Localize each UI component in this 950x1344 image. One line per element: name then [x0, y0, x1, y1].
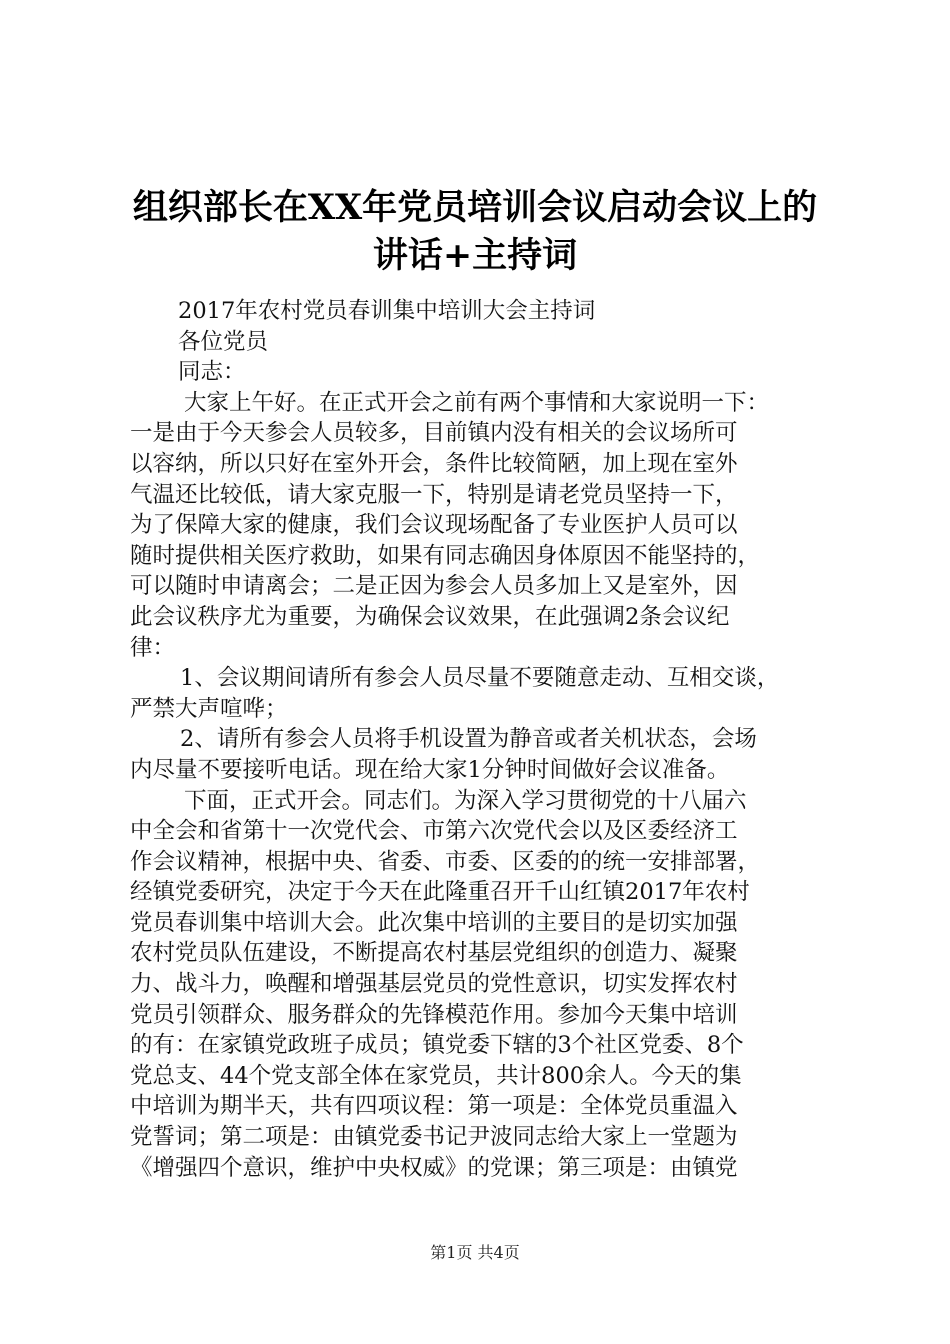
body-line: 中全会和省第十一次党代会、市第六次党代会以及区委经济工: [130, 818, 738, 845]
body-line: 2、请所有参会人员将手机设置为静音或者关机状态，会场: [180, 726, 757, 753]
body-line: 经镇党委研究，决定于今天在此隆重召开千山红镇2017年农村: [130, 879, 750, 906]
body-line: 党总支、44个党支部全体在家党员，共计800余人。今天的集: [130, 1062, 742, 1089]
body-line: 内尽量不要接听电话。现在给大家1分钟时间做好会议准备。: [130, 756, 730, 783]
body-line: 的有：在家镇党政班子成员；镇党委下辖的3个社区党委、8个: [130, 1032, 744, 1059]
body-line: 此会议秩序尤为重要，为确保会议效果，在此强调2条会议纪: [130, 603, 730, 630]
document-title-line-2: 讲话+主持词: [372, 235, 578, 276]
body-line: 2017年农村党员春训集中培训大会主持词: [178, 298, 596, 324]
body-line: 党誓词；第二项是：由镇党委书记尹波同志给大家上一堂题为: [130, 1124, 738, 1151]
body-line: 力、战斗力，唤醒和增强基层党员的党性意识，切实发挥农村: [130, 971, 738, 998]
body-line: 作会议精神，根据中央、省委、市委、区委的的统一安排部署，: [130, 848, 761, 875]
body-line: 1、会议期间请所有参会人员尽量不要随意走动、互相交谈，: [180, 665, 780, 692]
body-line: 一是由于今天参会人员较多，目前镇内没有相关的会议场所可: [130, 420, 738, 447]
body-line: 气温还比较低，请大家克服一下，特别是请老党员坚持一下，: [130, 481, 738, 508]
body-line: 《增强四个意识，维护中央权威》的党课；第三项是：由镇党: [130, 1154, 738, 1181]
body-line: 随时提供相关医疗救助，如果有同志确因身体原因不能坚持的，: [130, 542, 761, 569]
page-number-footer: 第1页 共4页: [430, 1243, 520, 1262]
document-title-line-1: 组织部长在XX年党员培训会议启动会议上的: [132, 187, 818, 228]
body-line: 可以随时申请离会；二是正因为参会人员多加上又是室外，因: [130, 573, 738, 600]
body-line: 大家上午好。在正式开会之前有两个事情和大家说明一下：: [184, 389, 770, 416]
body-line: 下面，正式开会。同志们。为深入学习贯彻党的十八届六: [184, 787, 747, 814]
body-line: 各位党员: [178, 328, 269, 355]
body-line: 农村党员队伍建设，不断提高农村基层党组织的创造力、凝聚: [130, 940, 738, 967]
body-line: 同志：: [178, 359, 246, 386]
body-line: 以容纳，所以只好在室外开会，条件比较简陋，加上现在室外: [130, 450, 738, 477]
body-line: 党员引领群众、服务群众的先锋模范作用。参加今天集中培训: [130, 1001, 738, 1028]
body-line: 党员春训集中培训大会。此次集中培训的主要目的是切实加强: [130, 909, 738, 936]
body-line: 中培训为期半天，共有四项议程：第一项是：全体党员重温入: [130, 1093, 738, 1120]
body-line: 严禁大声喧哗；: [130, 695, 288, 722]
document-body: [130, 296, 838, 1183]
body-line: 为了保障大家的健康，我们会议现场配备了专业医护人员可以: [130, 512, 738, 539]
body-line: 律：: [130, 634, 176, 661]
